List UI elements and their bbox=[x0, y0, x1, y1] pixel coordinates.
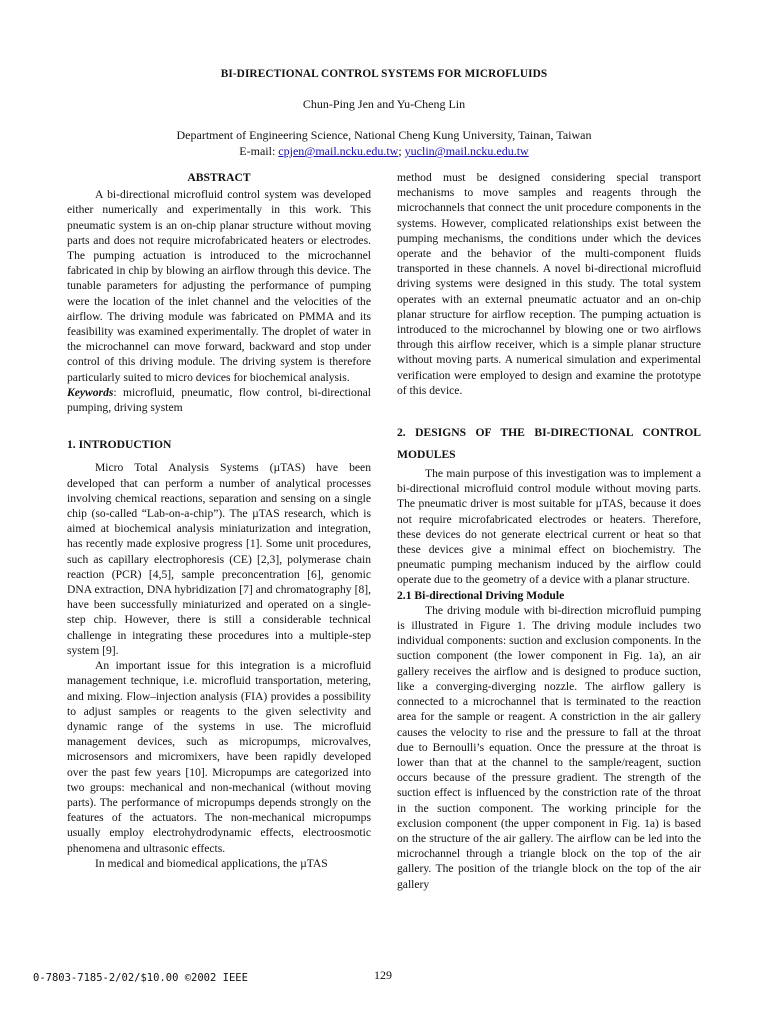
intro-paragraph-2: An important issue for this integration is a microfluid management technique, i.e. microfluid transportation, metering, and mixing. Flow–injection analysis (FIA) provides a possibility to adjust samples or reagents to the given selectivity and dynamic range of the systems in use. The microfluid management devices, such as micropumps, microvalves, microsensors and micromixers, have been rapidly developed over the past few years [10]. Micropumps are categorized into two groups: mechanical and non-mechanical (without moving parts). The performance of micropumps depends strongly on the features of the actuators. The non-mechanical micropumps usually employ electrohydrodynamic effects, electroosmotic phenomena and ultrasonic effects. bbox=[67, 659, 371, 855]
email-label: E-mail: bbox=[239, 144, 279, 158]
keywords-line bbox=[67, 385, 371, 415]
right-column bbox=[397, 170, 701, 892]
author-names: Chun-Ping Jen and Yu-Cheng Lin bbox=[302, 97, 466, 111]
keywords-text: : microfluid, pneumatic, flow control, bi-directional pumping, driving system bbox=[67, 385, 371, 415]
copyright-notice: 0-7803-7185-2/02/$10.00 ©2002 IEEE bbox=[33, 972, 248, 984]
subsection-heading: 2.1 Bi-directional Driving Module bbox=[397, 588, 565, 602]
page-number: 129 bbox=[374, 968, 392, 982]
keywords-label: Keywords bbox=[67, 385, 114, 399]
email-link-lin[interactable]: yuclin@mail.ncku.edu.tw bbox=[404, 144, 529, 158]
paper-title: BI-DIRECTIONAL CONTROL SYSTEMS FOR MICROFLUIDS bbox=[220, 68, 548, 80]
abstract-heading: ABSTRACT bbox=[187, 171, 251, 184]
intro-paragraph-4: method must be designed considering special transport mechanisms to move samples and reagents through the microchannels that connect the unit procedure components in the systems. However, complicated relationships exist between the pumping mechanisms, the conditions under which the devices operate and the behavior of the multi-component fluids transported in these channels. A novel bi-directional microfluid driving systems were designed in this study. The total system operates with an external pneumatic actuator and an on-chip planar structure for airflow reception. The pumping actuation is introduced to the microchannel by blowing one or two airflows through this airflow receiver, which is a simple planar structure without moving parts. A numerical simulation and experimental verification were employed to design and examine the prototype of this device. bbox=[397, 171, 701, 397]
affiliation-block bbox=[0, 127, 768, 159]
abstract-text: A bi-directional microfluid control system was developed either numerically and experimentally in this work. This pneumatic system is an on-chip planar structure without moving parts and does not require microfabricated heaters or electrodes. The pumping actuation is introduced to the microchannel fabricated in chip by blowing an airflow through this device. The tunable parameters for adjusting the performance of pumping were the location of the inlet channel and the velocities of the airflow. The driving module was fabricated on PMMA and its feasibility was examined experimentally. The droplet of water in the microchannel can move forward, backward and stop under control of this driving module. The driving system is therefore particularly suited to micro devices for biochemical analysis. bbox=[67, 188, 371, 384]
intro-heading: 1. INTRODUCTION bbox=[67, 438, 172, 452]
designs-paragraph-1: The main purpose of this investigation was to implement a bi-directional microfluid control module without moving parts. The pneumatic driver is most suitable for µTAS, because it does not require microfabricated electrodes or heaters. Therefore, these devices do not generate electrical current or heat so that these devices give a minimal effect on biochemistry. The pneumatic pumping mechanism induced by the airflow could operate due to the geometry of a device with a planar structure. bbox=[397, 467, 701, 587]
designs-paragraph-2: The driving module with bi-direction microfluid pumping is illustrated in Figure 1. The driving module includes two individual components: suction and exclusion components. In the suction component (the lower component in Fig. 1a), an air gallery receives the airflow and is designed to produce suction, like a converging-diverging nozzle. The airflow gallery is connected to a microchannel that is terminated to the reaction area for the sample or reagent. A constriction in the air gallery causes the velocity to rise and the pressure to fall at the throat due to Bernoulli’s equation. Once the pressure at the throat is lower than that at the channel to the sample/reagent, suction occurs because of the pressure gradient. The strength of the suction effect is influenced by the constriction rate of the throat in the suction component. The working principle for the exclusion component (the upper component in Fig. 1a) is based on the structure of the air gallery. The airflow can be led into the microchannel through a triangle block on the top of the air gallery. The position of the triangle block on the top of the air gallery bbox=[397, 603, 701, 891]
designs-heading: 2. DESIGNS OF THE BI-DIRECTIONAL CONTROL MODULES bbox=[397, 426, 701, 462]
intro-paragraph-1: Micro Total Analysis Systems (µTAS) have been developed that can perform a number of analytical processes involving chemical reactions, separation and sensing on a single chip (so-called “Lab-on-a-chip”). The µTAS research, which is aimed at biochemical analysis miniaturization and integration, has recently made explosive progress [1]. Some unit procedures, such as capillary electrophoresis (CE) [2,3], polymerase chain reaction (PCR) [4,5], sample preconcentration [6], genomic DNA extraction, DNA hybridization [7] and chromatography [8], have been successfully miniaturized and operated on a single-step chip. However, there is still a considerable technical challenge in integrating these procedures into a multiple-step system [9]. bbox=[67, 461, 371, 657]
affiliation: Department of Engineering Science, National Cheng Kung University, Tainan, Taiwan bbox=[176, 128, 592, 142]
intro-paragraph-3: In medical and biomedical applications, the µTAS bbox=[95, 856, 328, 870]
email-link-jen[interactable]: cpjen@mail.ncku.edu.tw bbox=[278, 144, 399, 158]
email-line bbox=[0, 143, 768, 159]
email-separator: ; bbox=[398, 144, 405, 158]
left-column bbox=[67, 170, 371, 871]
